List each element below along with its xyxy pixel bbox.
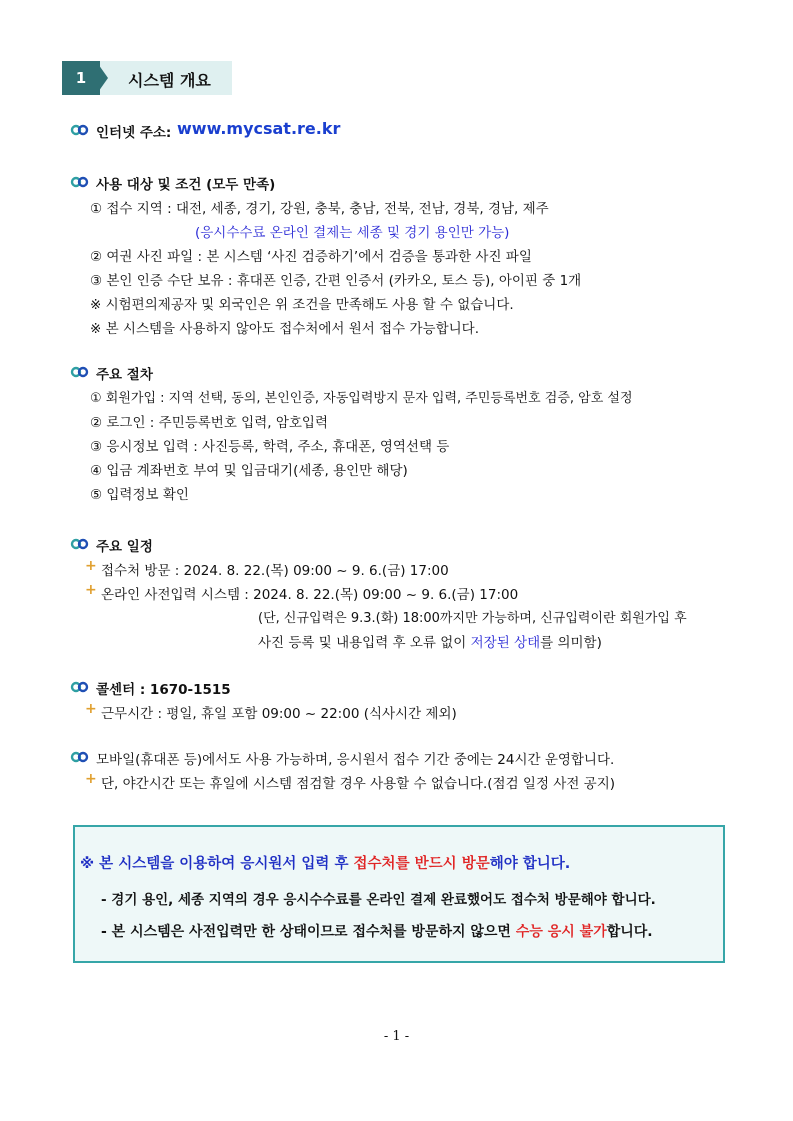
plus-icon: + — [85, 701, 97, 717]
section-number: 1 — [62, 61, 100, 95]
eligibility-note: (응시수수료 온라인 결제는 세종 및 경기 용인만 가능) — [195, 225, 510, 241]
website-link[interactable]: www.mycsat.re.kr — [177, 119, 341, 138]
schedule-item: 접수처 방문 : 2024. 8. 22.(목) 09:00 ~ 9. 6.(금) 17:00 — [101, 563, 449, 579]
callcenter-hours: 근무시간 : 평일, 휴일 포함 09:00 ~ 22:00 (식사시간 제외) — [101, 706, 457, 722]
eligibility-item: ① 접수 지역 : 대전, 세종, 경기, 강원, 충북, 충남, 전북, 전남, 경북, 경남, 제주 — [90, 201, 549, 217]
schedule-note-line2: 사진 등록 및 내용입력 후 오류 없이 저장된 상태를 의미함) — [258, 635, 602, 651]
plus-icon: + — [85, 558, 97, 574]
eligibility-item: ③ 본인 인증 수단 보유 : 휴대폰 인증, 간편 인증서 (카카오, 토스 등), 아이핀 중 1개 — [90, 273, 582, 289]
procedure-item: ④ 입금 계좌번호 부여 및 입금대기(세종, 용인만 해당) — [90, 463, 408, 479]
eligibility-item: ※ 시험편의제공자 및 외국인은 위 조건을 만족해도 사용 할 수 없습니다. — [90, 297, 514, 313]
procedure-item: ⑤ 입력정보 확인 — [90, 487, 189, 503]
highlight-text: 저장된 상태 — [470, 635, 541, 651]
procedure-item: ③ 응시정보 입력 : 사진등록, 학력, 주소, 휴대폰, 영역선택 등 — [90, 439, 450, 455]
plus-icon: + — [85, 771, 97, 787]
notice-warning: 접수처를 반드시 방문 — [353, 856, 490, 872]
notice-line3: - 본 시스템은 사전입력만 한 상태이므로 접수처를 방문하지 않으면 수능 응시 불가합니다. — [101, 924, 653, 940]
ring-bullet-icon — [70, 366, 90, 378]
eligibility-heading: 사용 대상 및 조건 (모두 만족) — [96, 177, 276, 193]
procedure-heading: 주요 절차 — [96, 367, 153, 383]
procedure-item: ① 회원가입 : 지역 선택, 동의, 본인인증, 자동입력방지 문자 입력, 주민등록번호 검증, 암호 설정 — [90, 391, 633, 406]
internet-label: 인터넷 주소: — [96, 125, 172, 141]
mobile-line: 모바일(휴대폰 등)에서도 사용 가능하며, 응시원서 접수 기간 중에는 24시간 운영합니다. — [96, 752, 615, 768]
mobile-note: 단, 야간시간 또는 휴일에 시스템 점검할 경우 사용할 수 없습니다.(점검 일정 사전 공지) — [101, 776, 616, 792]
eligibility-item: ② 여권 사진 파일 : 본 시스템 ‘사진 검증하기’에서 검증을 통과한 사진 파일 — [90, 249, 532, 265]
plus-icon: + — [85, 582, 97, 598]
ring-bullet-icon — [70, 176, 90, 188]
ring-bullet-icon — [70, 538, 90, 550]
section-chevron — [96, 61, 108, 95]
notice-line1: ※ 본 시스템을 이용하여 응시원서 입력 후 접수처를 반드시 방문해야 합니다. — [80, 856, 571, 872]
eligibility-item: ※ 본 시스템을 사용하지 않아도 접수처에서 원서 접수 가능합니다. — [90, 321, 479, 337]
page-number: - 1 - — [383, 1029, 410, 1044]
notice-warning: 수능 응시 불가 — [515, 924, 607, 940]
ring-bullet-icon — [70, 681, 90, 693]
section-title: 시스템 개요 — [128, 71, 211, 90]
notice-line2: - 경기 용인, 세종 지역의 경우 응시수수료를 온라인 결제 완료했어도 접수처 방문해야 합니다. — [101, 892, 656, 908]
procedure-item: ② 로그인 : 주민등록번호 입력, 암호입력 — [90, 415, 329, 431]
schedule-heading: 주요 일정 — [96, 539, 153, 555]
ring-bullet-icon — [70, 751, 90, 763]
ring-bullet-icon — [70, 124, 90, 136]
schedule-note: (단, 신규입력은 9.3.(화) 18:00까지만 가능하며, 신규입력이란 회원가입 후 — [258, 611, 687, 626]
schedule-item: 온라인 사전입력 시스템 : 2024. 8. 22.(목) 09:00 ~ 9. 6.(금) 17:00 — [101, 587, 519, 603]
callcenter-heading: 콜센터 : 1670-1515 — [96, 682, 231, 698]
